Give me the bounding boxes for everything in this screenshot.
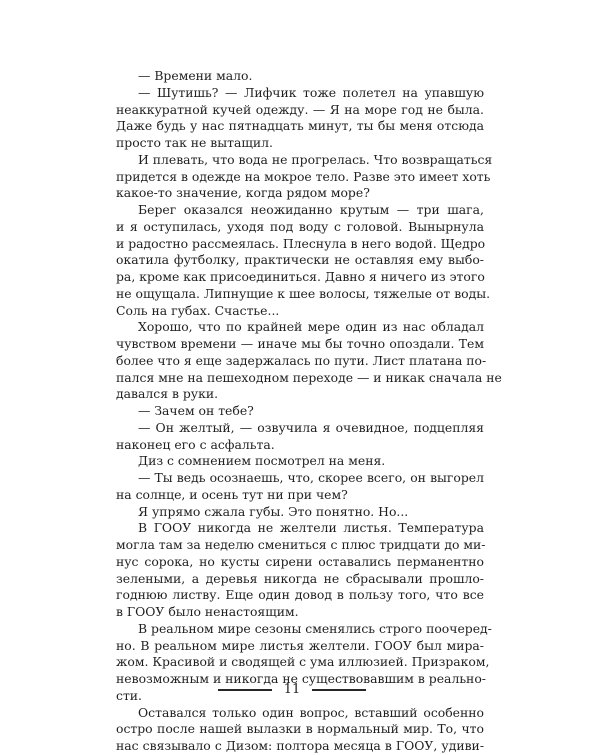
text-line: — Он желтый, — озвучила я очевидное, подцепляя [138, 419, 484, 435]
paragraph [116, 85, 484, 152]
text-line: зелеными, а деревья никогда не сбрасывали прошло- [116, 570, 484, 586]
paragraph [116, 470, 484, 504]
text-line: Хорошо, что по крайней мере один из нас обладал [138, 319, 484, 335]
paragraph [116, 403, 484, 420]
text-line: годнюю листву. Еще один довод в пользу того, что все [116, 587, 484, 603]
text-line: Даже будь у нас пятнадцать минут, ты бы меня отсюда [116, 118, 484, 134]
paragraph [116, 520, 484, 621]
paragraph [116, 68, 484, 85]
text-line: и радостно рассмеялась. Плеснула в него водой. Щедро [116, 235, 486, 251]
footer-rule-left [218, 689, 272, 691]
paragraph [116, 319, 502, 403]
text-line: В реальном мире сезоны сменялись строго поочеред- [138, 620, 492, 636]
text-line: Диз с сомнением посмотрел на меня. [138, 453, 386, 469]
paragraph [116, 504, 484, 521]
text-line: нас связывало с Дизом: полтора месяца в ГООУ, удиви- [116, 738, 484, 753]
text-line: — Времени мало. [138, 68, 253, 83]
text-line: остро после нашей вылазки в нормальный мир. То, что [116, 721, 484, 737]
text-line: — Зачем он тебе? [138, 403, 254, 418]
text-line: давался в руки. [116, 386, 219, 402]
text-line: пался мне на пешеходном переходе — и никак сначала не [116, 369, 502, 385]
paragraph [116, 202, 491, 319]
paragraph [116, 420, 484, 454]
text-line: просто так не вытащил. [116, 135, 273, 150]
text-line: и я оступилась, уходя под воду с головой. Вынырнула [116, 218, 484, 234]
text-line: нус сорока, но кусты сирени оставались перманентно [116, 553, 484, 569]
text-line: И плевать, что вода не прогрелась. Что возвращаться [138, 151, 493, 167]
text-line: — Ты ведь осознаешь, что, скорее всего, он выгорел [138, 470, 484, 485]
text-line: Берег оказался неожиданно крутым — три шага, [138, 202, 484, 217]
body-text [116, 68, 502, 755]
paragraph [116, 705, 484, 755]
text-line: невозможным и никогда не существовавшим в реально- [116, 671, 486, 686]
text-line: В ГООУ никогда не желтели листья. Температура [138, 520, 484, 536]
text-line: наконец его с асфальта. [116, 436, 275, 452]
text-line: сти. [116, 687, 142, 703]
paragraph [116, 453, 484, 470]
text-line: более что я еще задержалась по пути. Лист платана по- [116, 352, 487, 368]
text-line: неаккуратной кучей одежду. — Я на море год не была. [116, 101, 484, 117]
footer-rule-right [312, 689, 366, 691]
text-line: в ГООУ было ненастоящим. [116, 604, 299, 619]
page-footer [0, 680, 600, 700]
text-line: на солнце, и осень тут ни при чем? [116, 486, 348, 502]
text-line: окатила футболку, практически не оставляя ему выбо- [116, 252, 484, 268]
text-line: не ощущала. Липнущие к шее волосы, тяжелые от воды. [116, 285, 491, 301]
text-line: могла там за неделю смениться с плюс тридцати до ми- [116, 537, 486, 552]
paragraph [116, 151, 493, 202]
text-line: Я упрямо сжала губы. Это понятно. Но... [138, 503, 409, 519]
page-number: 11 [283, 682, 301, 697]
text-line: — Шутишь? — Лифчик тоже полетел на упавшую [138, 84, 484, 100]
text-line: но. В реальном мире листья желтели. ГООУ был мира- [116, 637, 484, 653]
text-line: чувством времени — иначе мы бы точно опоздали. Тем [116, 336, 484, 351]
text-line: Соль на губах. Счастье... [116, 302, 280, 318]
text-line: Оставался только один вопрос, вставший особенно [138, 704, 484, 720]
text-line: какое-то значение, когда рядом море? [116, 185, 370, 201]
text-line: жом. Красивой и сводящей с ума иллюзией. Призраком, [116, 654, 490, 670]
text-line: ра, кроме как присоединиться. Давно я ничего из этого [116, 269, 485, 284]
text-line: придется в одежде на мокрое тело. Разве это имеет хоть [116, 168, 491, 184]
